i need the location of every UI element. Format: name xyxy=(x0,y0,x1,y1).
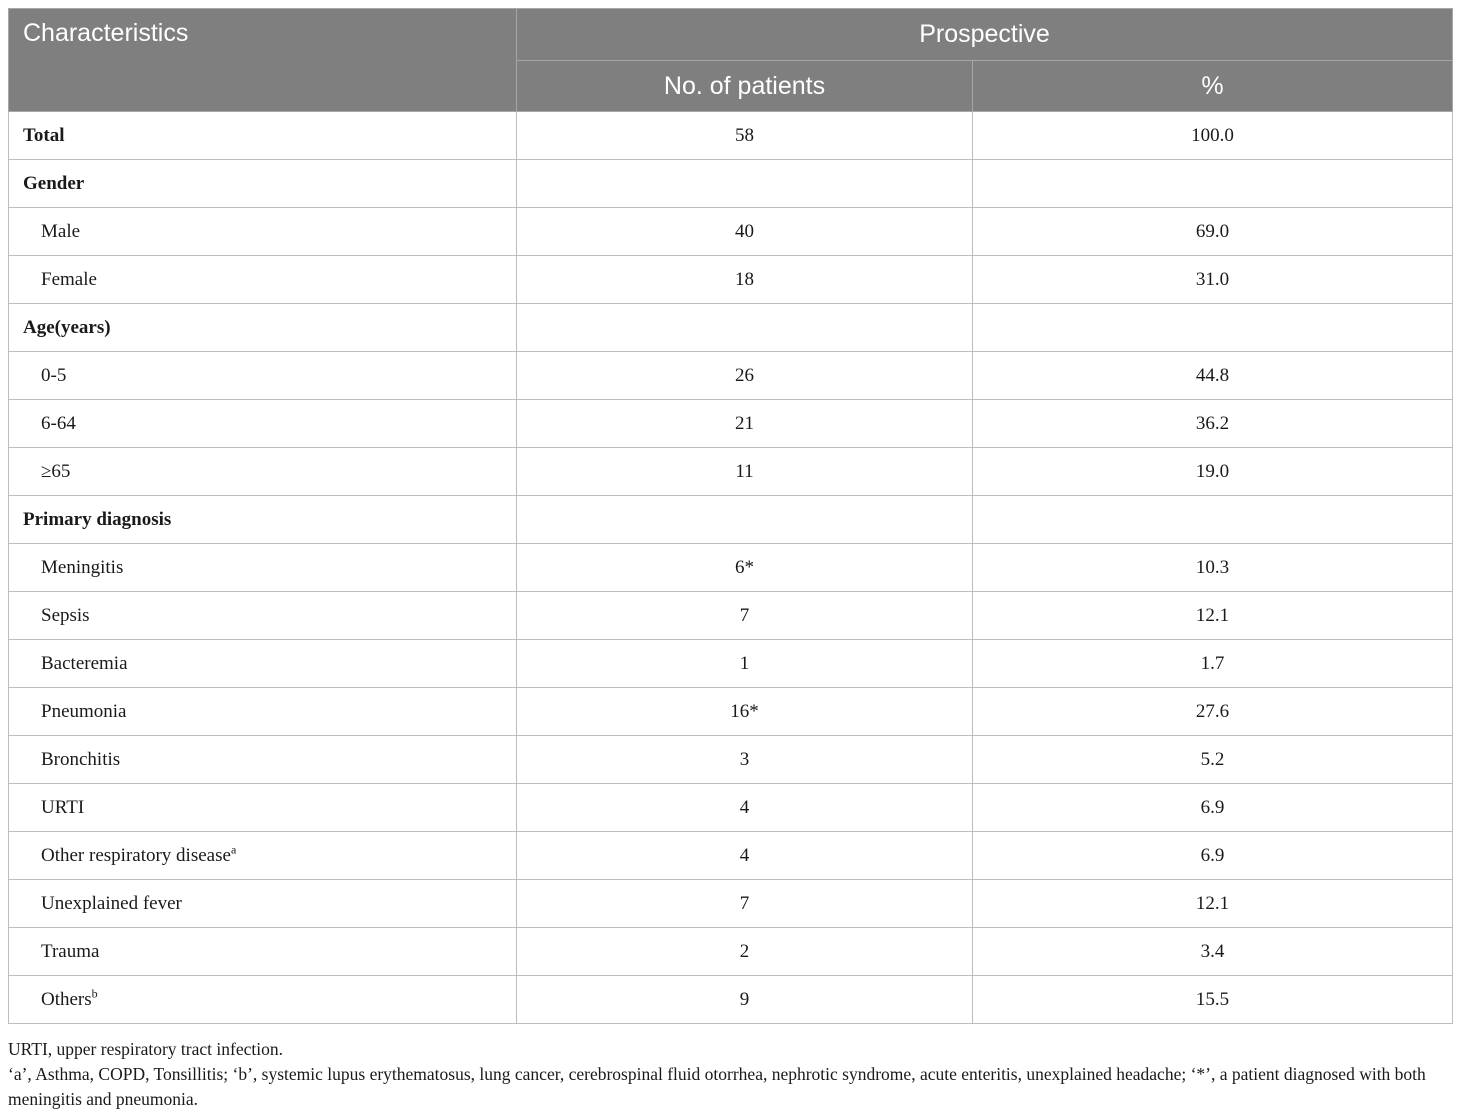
header-patients: No. of patients xyxy=(517,61,973,112)
patients-cell: 26 xyxy=(517,352,973,400)
patients-cell: 7 xyxy=(517,592,973,640)
table-row xyxy=(9,688,1453,736)
row-label xyxy=(9,112,517,160)
percent-cell: 19.0 xyxy=(973,448,1453,496)
footnote-definitions: ‘a’, Asthma, COPD, Tonsillitis; ‘b’, systemic lupus erythematosus, lung cancer, cerebrospinal fluid otorrhea, nephrotic syndrome, acute enteritis, unexplained headache; ‘*’, a patient diagnosed with both meningitis and pneumonia. xyxy=(8,1064,1426,1109)
table-row xyxy=(9,400,1453,448)
patients-cell: 1 xyxy=(517,640,973,688)
table-footnotes xyxy=(8,1037,1458,1112)
row-label-text: Female xyxy=(41,268,97,290)
row-label xyxy=(9,256,517,304)
row-label xyxy=(9,544,517,592)
footnote-marker: b xyxy=(91,986,98,1001)
row-label xyxy=(9,640,517,688)
row-label xyxy=(9,496,517,544)
patients-cell: 2 xyxy=(517,928,973,976)
patients-cell: 4 xyxy=(517,832,973,880)
row-label xyxy=(9,976,517,1024)
table-row xyxy=(9,640,1453,688)
header-percent: % xyxy=(973,61,1453,112)
percent-cell: 100.0 xyxy=(973,112,1453,160)
table-row xyxy=(9,112,1453,160)
table-row xyxy=(9,208,1453,256)
percent-cell: 44.8 xyxy=(973,352,1453,400)
table-row xyxy=(9,736,1453,784)
table-row xyxy=(9,976,1453,1024)
table-row xyxy=(9,352,1453,400)
row-label-text: ≥65 xyxy=(41,460,71,482)
percent-cell xyxy=(973,496,1453,544)
row-label-text: Unexplained fever xyxy=(41,892,182,914)
row-label xyxy=(9,784,517,832)
percent-cell: 10.3 xyxy=(973,544,1453,592)
patients-cell: 58 xyxy=(517,112,973,160)
row-label-text: Others xyxy=(41,988,92,1010)
patients-cell: 21 xyxy=(517,400,973,448)
table-row xyxy=(9,496,1453,544)
table-row xyxy=(9,592,1453,640)
row-label-text: Total xyxy=(23,124,65,146)
row-label-text: 6-64 xyxy=(41,412,76,434)
percent-cell: 6.9 xyxy=(973,832,1453,880)
table-row xyxy=(9,160,1453,208)
row-label xyxy=(9,688,517,736)
row-label xyxy=(9,400,517,448)
percent-cell: 12.1 xyxy=(973,880,1453,928)
row-label xyxy=(9,448,517,496)
patients-cell xyxy=(517,304,973,352)
header-characteristics: Characteristics xyxy=(9,9,517,112)
table-row xyxy=(9,832,1453,880)
table-row xyxy=(9,544,1453,592)
table-row xyxy=(9,928,1453,976)
row-label xyxy=(9,208,517,256)
table-row xyxy=(9,880,1453,928)
row-label xyxy=(9,592,517,640)
patients-cell: 7 xyxy=(517,880,973,928)
row-label-text: Meningitis xyxy=(41,556,124,578)
header-prospective: Prospective xyxy=(517,9,1453,61)
patients-cell: 18 xyxy=(517,256,973,304)
row-label-text: Bacteremia xyxy=(41,652,128,674)
patients-cell xyxy=(517,160,973,208)
patients-cell xyxy=(517,496,973,544)
table-row xyxy=(9,448,1453,496)
patients-cell: 11 xyxy=(517,448,973,496)
patients-cell: 40 xyxy=(517,208,973,256)
row-label-text: Primary diagnosis xyxy=(23,508,172,530)
percent-cell: 6.9 xyxy=(973,784,1453,832)
percent-cell: 69.0 xyxy=(973,208,1453,256)
percent-cell xyxy=(973,304,1453,352)
row-label xyxy=(9,160,517,208)
footnote-abbreviation: URTI, upper respiratory tract infection. xyxy=(8,1039,283,1059)
row-label xyxy=(9,304,517,352)
percent-cell: 31.0 xyxy=(973,256,1453,304)
patients-cell: 6* xyxy=(517,544,973,592)
row-label-text: Sepsis xyxy=(41,604,90,626)
patients-cell: 16* xyxy=(517,688,973,736)
row-label-text: URTI xyxy=(41,796,85,818)
percent-cell: 5.2 xyxy=(973,736,1453,784)
row-label-text: Male xyxy=(41,220,81,242)
table-row xyxy=(9,784,1453,832)
row-label-text: Pneumonia xyxy=(41,700,127,722)
percent-cell: 3.4 xyxy=(973,928,1453,976)
table-body xyxy=(9,112,1453,1024)
percent-cell: 15.5 xyxy=(973,976,1453,1024)
footnote-marker: a xyxy=(230,842,237,857)
percent-cell: 36.2 xyxy=(973,400,1453,448)
row-label xyxy=(9,928,517,976)
row-label-text: Bronchitis xyxy=(41,748,121,770)
patients-cell: 9 xyxy=(517,976,973,1024)
row-label-text: Gender xyxy=(23,172,85,194)
row-label xyxy=(9,352,517,400)
row-label-text: Age(years) xyxy=(23,316,111,338)
row-label-text: 0-5 xyxy=(41,364,67,386)
characteristics-table xyxy=(8,8,1453,1024)
row-label xyxy=(9,880,517,928)
percent-cell: 12.1 xyxy=(973,592,1453,640)
percent-cell xyxy=(973,160,1453,208)
patients-cell: 4 xyxy=(517,784,973,832)
table-header xyxy=(9,9,1453,112)
row-label xyxy=(9,832,517,880)
table-row xyxy=(9,256,1453,304)
row-label xyxy=(9,736,517,784)
row-label-text: Other respiratory disease xyxy=(41,844,231,866)
percent-cell: 1.7 xyxy=(973,640,1453,688)
percent-cell: 27.6 xyxy=(973,688,1453,736)
table-row xyxy=(9,304,1453,352)
row-label-text: Trauma xyxy=(41,940,100,962)
patients-cell: 3 xyxy=(517,736,973,784)
